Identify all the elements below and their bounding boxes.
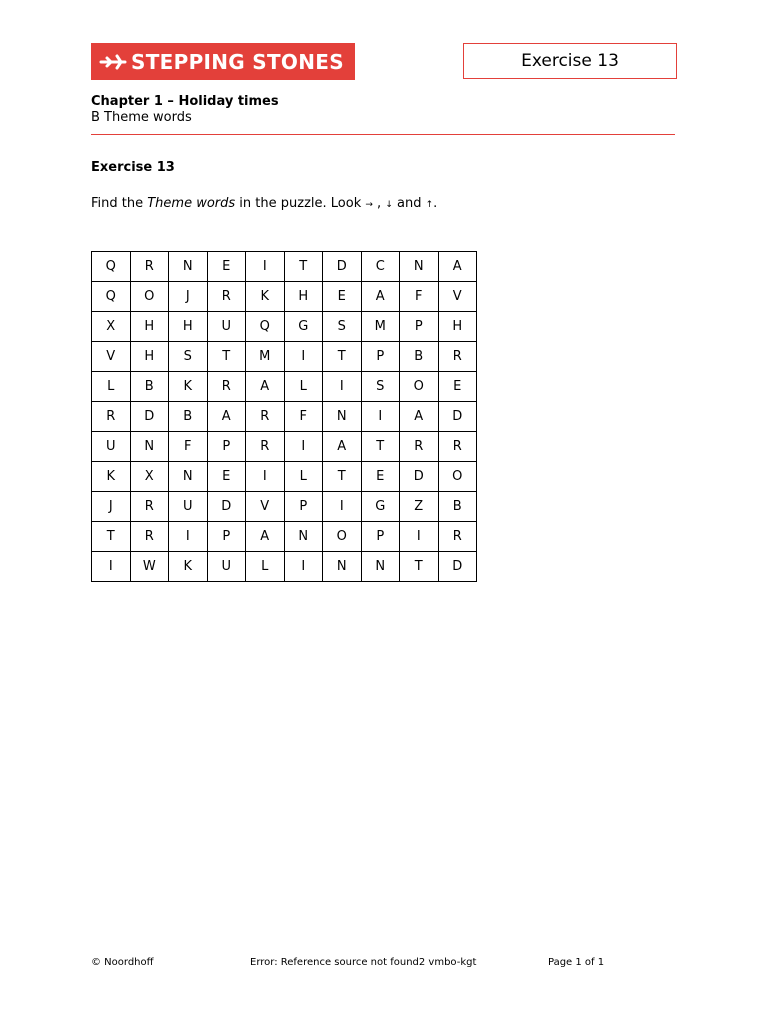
- grid-cell: B: [438, 492, 477, 522]
- grid-cell: R: [130, 522, 169, 552]
- grid-cell: P: [284, 492, 323, 522]
- grid-cell: U: [92, 432, 131, 462]
- grid-cell: N: [400, 252, 439, 282]
- grid-cell: I: [284, 552, 323, 582]
- grid-cell: R: [438, 342, 477, 372]
- grid-cell: I: [246, 252, 285, 282]
- grid-cell: N: [361, 552, 400, 582]
- grid-cell: I: [246, 462, 285, 492]
- grid-row: [92, 252, 477, 282]
- grid-cell: D: [323, 252, 362, 282]
- airplane-icon: [99, 52, 129, 72]
- grid-cell: D: [400, 462, 439, 492]
- header-divider: [91, 134, 675, 135]
- instruction-and: and: [392, 196, 426, 211]
- grid-row: [92, 492, 477, 522]
- grid-cell: D: [207, 492, 246, 522]
- grid-cell: K: [169, 552, 208, 582]
- grid-cell: T: [323, 342, 362, 372]
- grid-cell: H: [284, 282, 323, 312]
- grid-cell: C: [361, 252, 400, 282]
- grid-cell: O: [400, 372, 439, 402]
- grid-cell: R: [130, 252, 169, 282]
- grid-cell: X: [92, 312, 131, 342]
- grid-row: [92, 522, 477, 552]
- footer-copyright: © Noordhoff: [91, 957, 154, 968]
- grid-cell: I: [284, 432, 323, 462]
- grid-cell: Q: [92, 282, 131, 312]
- grid-cell: E: [438, 372, 477, 402]
- instruction-sep: ,: [372, 196, 386, 211]
- grid-cell: D: [438, 402, 477, 432]
- grid-row: [92, 342, 477, 372]
- grid-cell: L: [92, 372, 131, 402]
- grid-cell: X: [130, 462, 169, 492]
- exercise-heading: Exercise 13: [91, 160, 175, 175]
- stepping-stones-logo: [91, 43, 355, 80]
- grid-cell: P: [361, 522, 400, 552]
- grid-cell: B: [400, 342, 439, 372]
- instruction-pre: Find the: [91, 196, 148, 211]
- grid-cell: A: [323, 432, 362, 462]
- word-search-grid: [91, 251, 477, 582]
- grid-cell: H: [130, 312, 169, 342]
- grid-cell: R: [246, 432, 285, 462]
- grid-cell: L: [284, 372, 323, 402]
- grid-cell: M: [361, 312, 400, 342]
- grid-cell: R: [400, 432, 439, 462]
- grid-cell: E: [323, 282, 362, 312]
- grid-cell: D: [130, 402, 169, 432]
- grid-cell: F: [400, 282, 439, 312]
- grid-cell: R: [207, 282, 246, 312]
- grid-cell: A: [438, 252, 477, 282]
- grid-cell: R: [92, 402, 131, 432]
- footer-reference: Error: Reference source not found2 vmbo-kgt: [250, 957, 477, 968]
- grid-cell: U: [169, 492, 208, 522]
- grid-row: [92, 312, 477, 342]
- grid-row: [92, 372, 477, 402]
- footer-page-number: Page 1 of 1: [548, 957, 605, 968]
- arrow-down-icon: ↓: [385, 200, 393, 210]
- grid-cell: H: [130, 342, 169, 372]
- grid-cell: I: [92, 552, 131, 582]
- grid-cell: P: [400, 312, 439, 342]
- grid-cell: I: [323, 492, 362, 522]
- grid-cell: T: [400, 552, 439, 582]
- grid-cell: O: [323, 522, 362, 552]
- grid-cell: E: [207, 252, 246, 282]
- grid-cell: T: [323, 462, 362, 492]
- grid-cell: J: [169, 282, 208, 312]
- grid-cell: K: [169, 372, 208, 402]
- logo-text: STEPPING STONES: [131, 49, 344, 74]
- grid-cell: T: [361, 432, 400, 462]
- grid-cell: K: [92, 462, 131, 492]
- grid-cell: A: [361, 282, 400, 312]
- instruction-text: [91, 196, 437, 211]
- grid-row: [92, 282, 477, 312]
- grid-cell: S: [323, 312, 362, 342]
- grid-cell: R: [130, 492, 169, 522]
- grid-cell: N: [323, 402, 362, 432]
- grid-cell: S: [361, 372, 400, 402]
- arrow-up-icon: ↑: [425, 200, 434, 210]
- grid-cell: U: [207, 312, 246, 342]
- grid-cell: P: [207, 432, 246, 462]
- grid-cell: F: [169, 432, 208, 462]
- grid-cell: R: [438, 432, 477, 462]
- chapter-subtitle: B Theme words: [91, 110, 192, 125]
- grid-cell: B: [169, 402, 208, 432]
- grid-cell: N: [169, 252, 208, 282]
- grid-cell: R: [438, 522, 477, 552]
- grid-cell: S: [169, 342, 208, 372]
- grid-cell: A: [207, 402, 246, 432]
- grid-cell: R: [246, 402, 285, 432]
- grid-cell: L: [284, 462, 323, 492]
- grid-cell: J: [92, 492, 131, 522]
- grid-cell: A: [246, 372, 285, 402]
- grid-cell: Q: [92, 252, 131, 282]
- grid-cell: G: [361, 492, 400, 522]
- grid-row: [92, 552, 477, 582]
- instruction-mid: in the puzzle. Look: [235, 196, 366, 211]
- grid-cell: O: [438, 462, 477, 492]
- grid-cell: N: [169, 462, 208, 492]
- grid-cell: F: [284, 402, 323, 432]
- exercise-label-box: Exercise 13: [463, 43, 677, 79]
- grid-row: [92, 432, 477, 462]
- grid-cell: G: [284, 312, 323, 342]
- grid-cell: I: [284, 342, 323, 372]
- grid-cell: T: [207, 342, 246, 372]
- grid-cell: N: [284, 522, 323, 552]
- grid-cell: T: [284, 252, 323, 282]
- grid-cell: V: [246, 492, 285, 522]
- grid-cell: P: [207, 522, 246, 552]
- grid-cell: A: [246, 522, 285, 552]
- grid-cell: B: [130, 372, 169, 402]
- grid-cell: A: [400, 402, 439, 432]
- grid-cell: I: [361, 402, 400, 432]
- chapter-title: Chapter 1 – Holiday times: [91, 94, 279, 109]
- grid-cell: I: [169, 522, 208, 552]
- grid-cell: P: [361, 342, 400, 372]
- grid-cell: W: [130, 552, 169, 582]
- grid-cell: L: [246, 552, 285, 582]
- grid-cell: I: [400, 522, 439, 552]
- grid-cell: E: [361, 462, 400, 492]
- grid-cell: O: [130, 282, 169, 312]
- grid-cell: R: [207, 372, 246, 402]
- grid-cell: H: [169, 312, 208, 342]
- grid-cell: Z: [400, 492, 439, 522]
- arrow-right-icon: →: [365, 200, 373, 210]
- grid-cell: M: [246, 342, 285, 372]
- grid-cell: Q: [246, 312, 285, 342]
- grid-cell: N: [130, 432, 169, 462]
- grid-cell: I: [323, 372, 362, 402]
- grid-cell: T: [92, 522, 131, 552]
- grid-cell: U: [207, 552, 246, 582]
- grid-cell: H: [438, 312, 477, 342]
- grid-row: [92, 462, 477, 492]
- grid-cell: N: [323, 552, 362, 582]
- grid-cell: D: [438, 552, 477, 582]
- grid-cell: E: [207, 462, 246, 492]
- instruction-end: .: [433, 196, 438, 211]
- grid-cell: V: [438, 282, 477, 312]
- grid-cell: V: [92, 342, 131, 372]
- grid-row: [92, 402, 477, 432]
- instruction-emphasis: Theme words: [147, 196, 236, 211]
- grid-cell: K: [246, 282, 285, 312]
